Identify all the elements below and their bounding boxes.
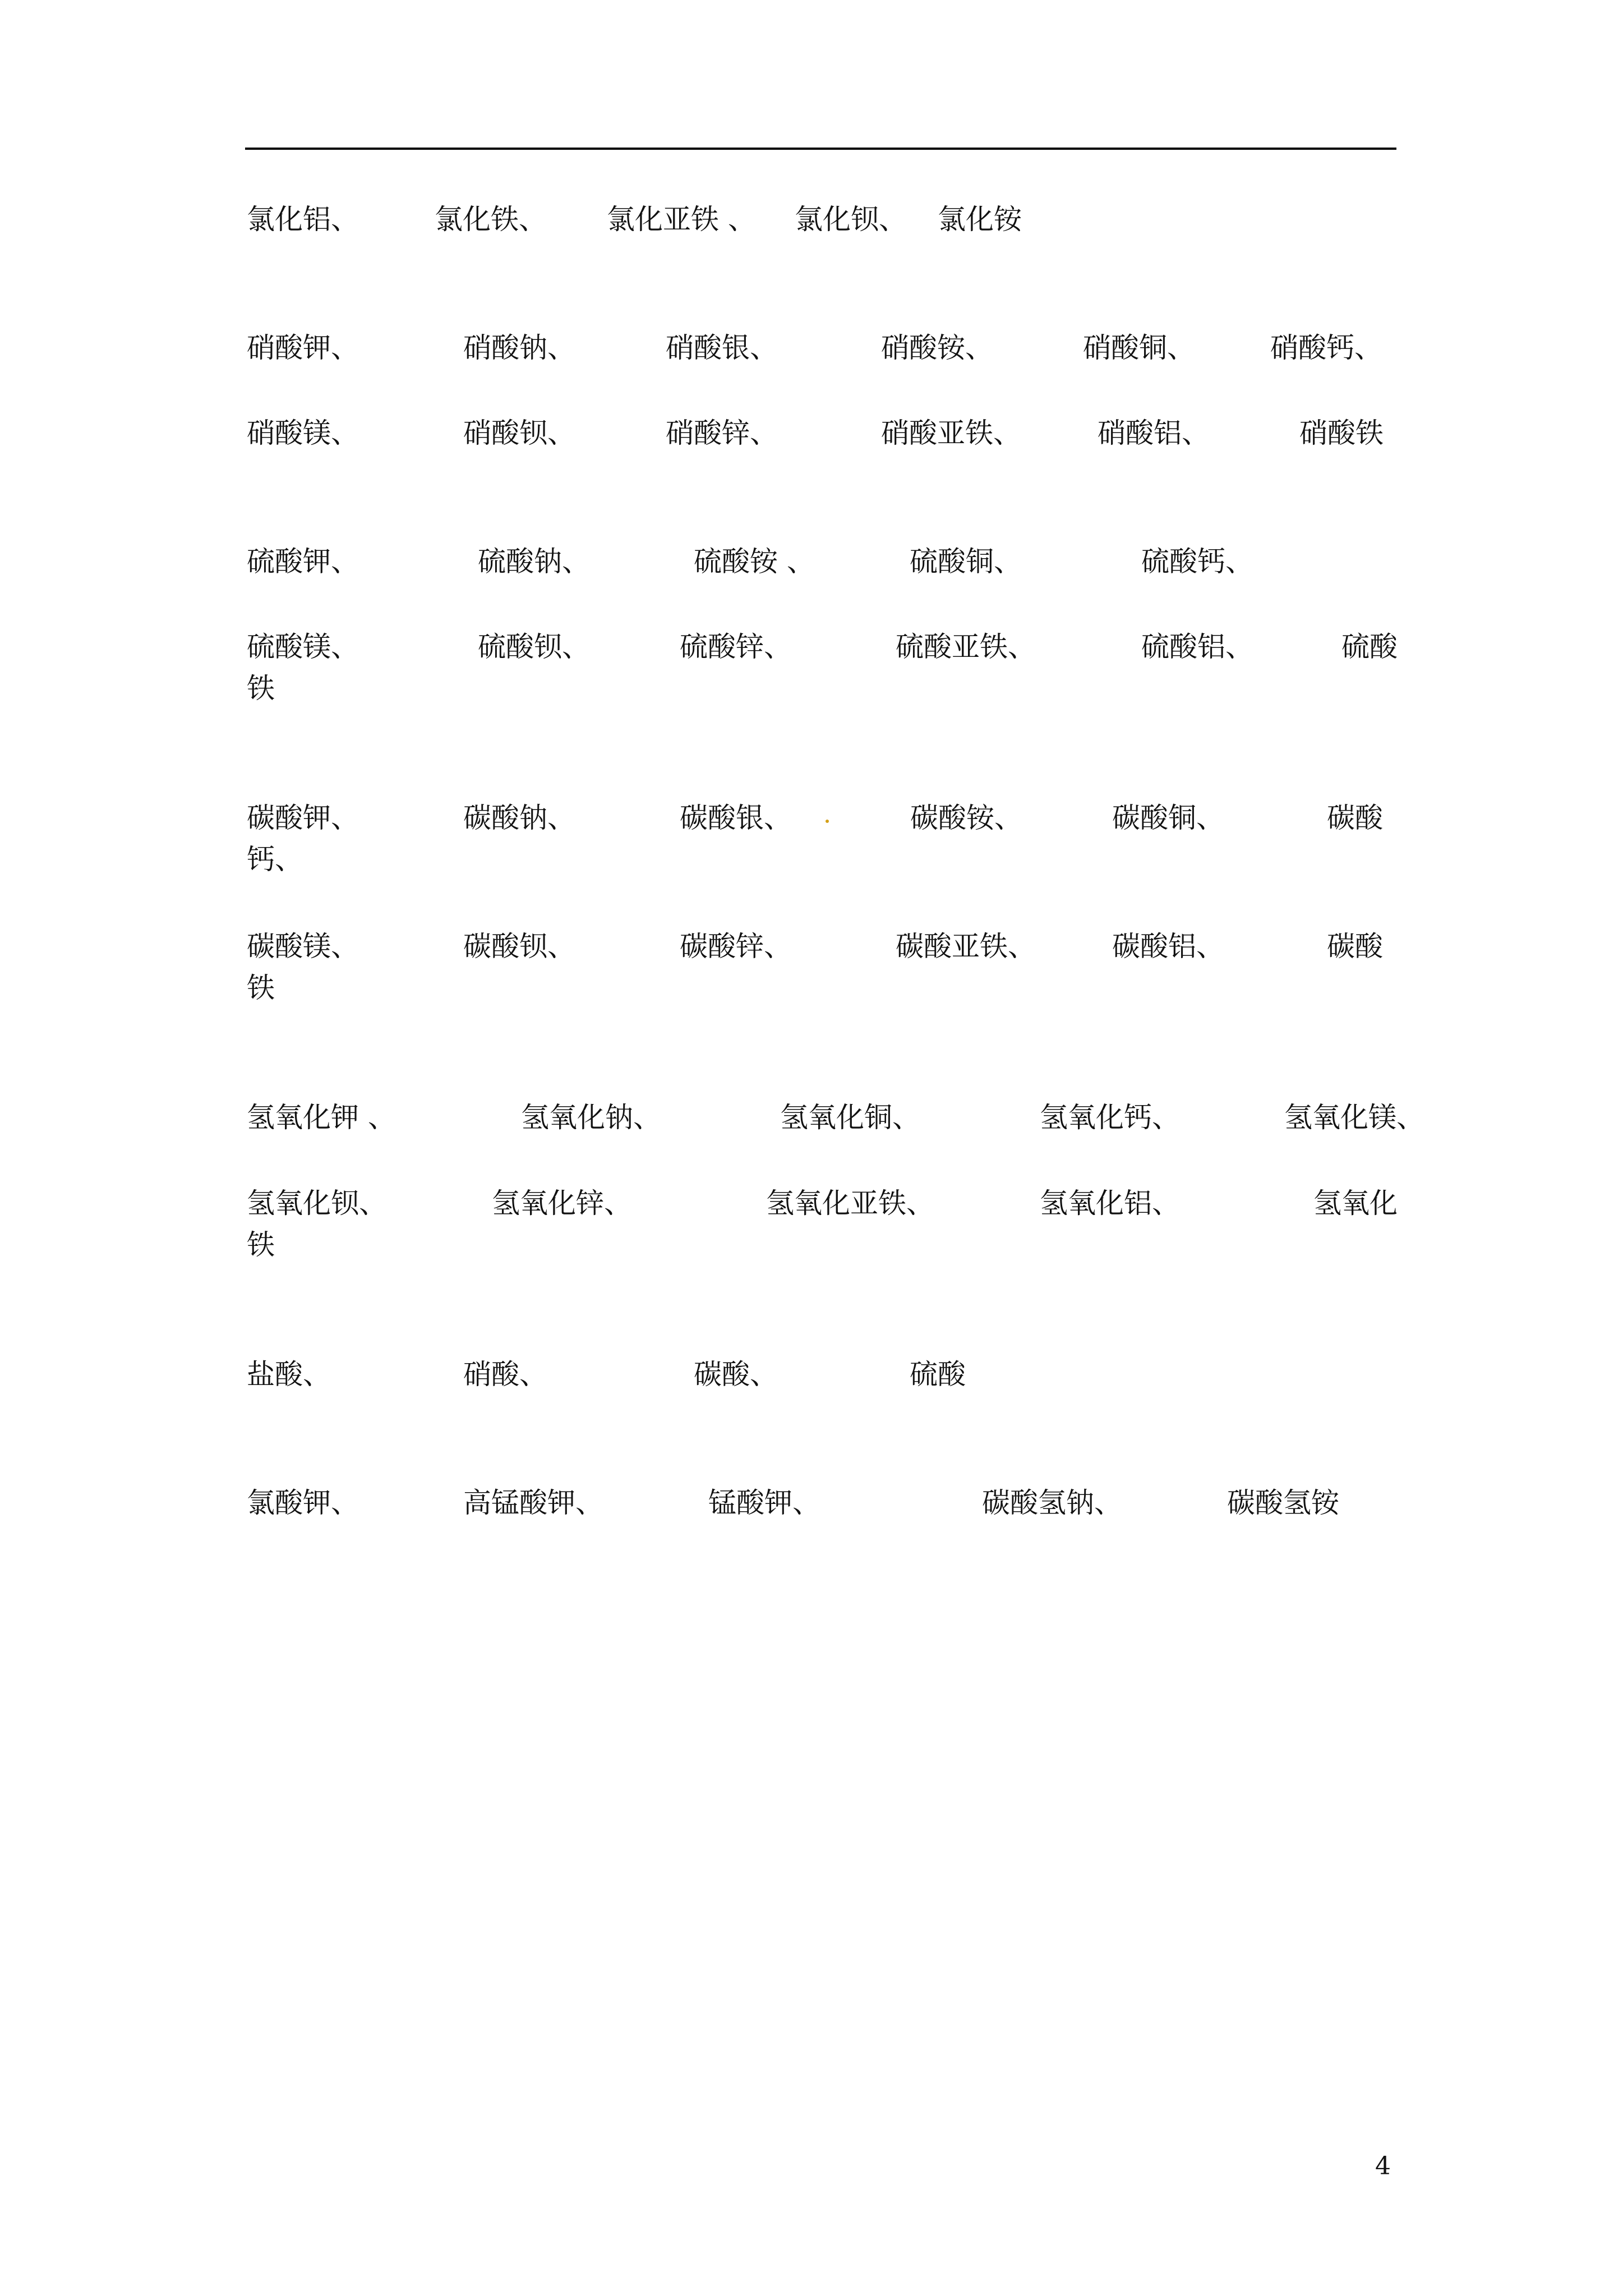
list-item: 氢氧化钾 、 bbox=[247, 1101, 396, 1134]
list-item: 碳酸钠、 bbox=[463, 802, 575, 834]
sulfate-row bbox=[0, 542, 1623, 581]
header-rule bbox=[245, 148, 1396, 150]
nitrate-row bbox=[0, 328, 1623, 367]
list-item: 氢氧化镁、 bbox=[1284, 1101, 1424, 1134]
list-item: 硫酸亚铁、 bbox=[896, 631, 1036, 663]
list-item: 氢氧化铝、 bbox=[1040, 1187, 1180, 1220]
list-item: 碳酸、 bbox=[694, 1358, 778, 1391]
page-number: 4 bbox=[1375, 2152, 1391, 2180]
list-item: 碳酸 bbox=[1327, 802, 1383, 834]
list-item: 氢氧化亚铁、 bbox=[766, 1187, 934, 1220]
list-item: 硫酸铜、 bbox=[910, 545, 1022, 578]
list-item: 盐酸、 bbox=[247, 1358, 331, 1391]
list-item: 碳酸氢钠、 bbox=[982, 1487, 1122, 1519]
wrapped-text: 铁 bbox=[247, 1228, 275, 1261]
wrapped-text: 铁 bbox=[247, 672, 275, 705]
list-item: 硝酸锌、 bbox=[666, 417, 778, 449]
list-item: 硫酸钠、 bbox=[478, 545, 590, 578]
hydroxide-row bbox=[0, 1184, 1623, 1223]
wrapped-line bbox=[0, 1225, 1623, 1264]
wrapped-line bbox=[0, 669, 1623, 708]
list-item: 碳酸铝、 bbox=[1112, 930, 1224, 963]
list-item: 氢氧化 bbox=[1313, 1187, 1398, 1220]
list-item: 碳酸氢铵 bbox=[1227, 1487, 1339, 1519]
nitrate-row bbox=[0, 413, 1623, 453]
wrapped-text: 钙、 bbox=[247, 843, 303, 876]
list-item: 碳酸亚铁、 bbox=[896, 930, 1036, 963]
list-item: 氯化铁、 bbox=[435, 203, 547, 236]
list-item: 氢氧化铜、 bbox=[780, 1101, 920, 1134]
list-item: 硝酸亚铁、 bbox=[881, 417, 1021, 449]
acid-row bbox=[0, 1355, 1623, 1394]
misc-salt-row bbox=[0, 1483, 1623, 1522]
list-item: 硝酸镁、 bbox=[247, 417, 359, 449]
list-item: 硫酸 bbox=[1341, 631, 1398, 663]
list-item: 硝酸钙、 bbox=[1270, 332, 1382, 364]
list-item: 氯化亚铁 、 bbox=[607, 203, 756, 236]
wrapped-line bbox=[0, 968, 1623, 1007]
list-item: 硝酸银、 bbox=[666, 332, 778, 364]
list-item: 碳酸钡、 bbox=[463, 930, 575, 963]
list-item: 氯酸钾、 bbox=[247, 1487, 359, 1519]
list-item: 硝酸、 bbox=[463, 1358, 547, 1391]
hydroxide-row bbox=[0, 1098, 1623, 1137]
list-item: 碳酸银、 bbox=[680, 802, 792, 834]
list-item: 硝酸铜、 bbox=[1083, 332, 1195, 364]
list-item: 硝酸钾、 bbox=[247, 332, 359, 364]
list-item: 碳酸 bbox=[1327, 930, 1383, 963]
sulfate-row bbox=[0, 627, 1623, 666]
list-item: 硝酸铝、 bbox=[1098, 417, 1210, 449]
list-item: 硝酸铁 bbox=[1299, 417, 1384, 449]
chloride-row bbox=[0, 200, 1623, 239]
wrapped-text: 铁 bbox=[247, 972, 275, 1004]
list-item: 硫酸镁、 bbox=[247, 631, 359, 663]
list-item: 碳酸钾、 bbox=[247, 802, 359, 834]
list-item: 硝酸钠、 bbox=[463, 332, 575, 364]
list-item: 硫酸铝、 bbox=[1141, 631, 1253, 663]
wrapped-line bbox=[0, 840, 1623, 879]
carbonate-row bbox=[0, 798, 1623, 838]
list-item: 硫酸钡、 bbox=[478, 631, 590, 663]
list-item: 锰酸钾、 bbox=[708, 1487, 820, 1519]
list-item: 氢氧化钡、 bbox=[247, 1187, 387, 1220]
list-item: 高锰酸钾、 bbox=[463, 1487, 603, 1519]
list-item: 氯化铵 bbox=[938, 203, 1022, 236]
list-item: 氢氧化钠、 bbox=[521, 1101, 661, 1134]
list-item: 硝酸钡、 bbox=[463, 417, 575, 449]
list-item: 碳酸锌、 bbox=[680, 930, 792, 963]
list-item: 硫酸铵 、 bbox=[694, 545, 815, 578]
list-item: 氯化铝、 bbox=[247, 203, 359, 236]
list-item: 碳酸铜、 bbox=[1112, 802, 1224, 834]
list-item: 硫酸钙、 bbox=[1141, 545, 1253, 578]
list-item: 氢氧化钙、 bbox=[1040, 1101, 1180, 1134]
list-item: 碳酸铵、 bbox=[910, 802, 1022, 834]
carbonate-row bbox=[0, 927, 1623, 966]
list-item: 硫酸钾、 bbox=[247, 545, 359, 578]
list-item: 硫酸 bbox=[910, 1358, 966, 1391]
stray-dot bbox=[826, 820, 829, 823]
list-item: 硝酸铵、 bbox=[881, 332, 993, 364]
list-item: 碳酸镁、 bbox=[247, 930, 359, 963]
list-item: 硫酸锌、 bbox=[680, 631, 792, 663]
list-item: 氯化钡、 bbox=[795, 203, 907, 236]
list-item: 氢氧化锌、 bbox=[492, 1187, 632, 1220]
